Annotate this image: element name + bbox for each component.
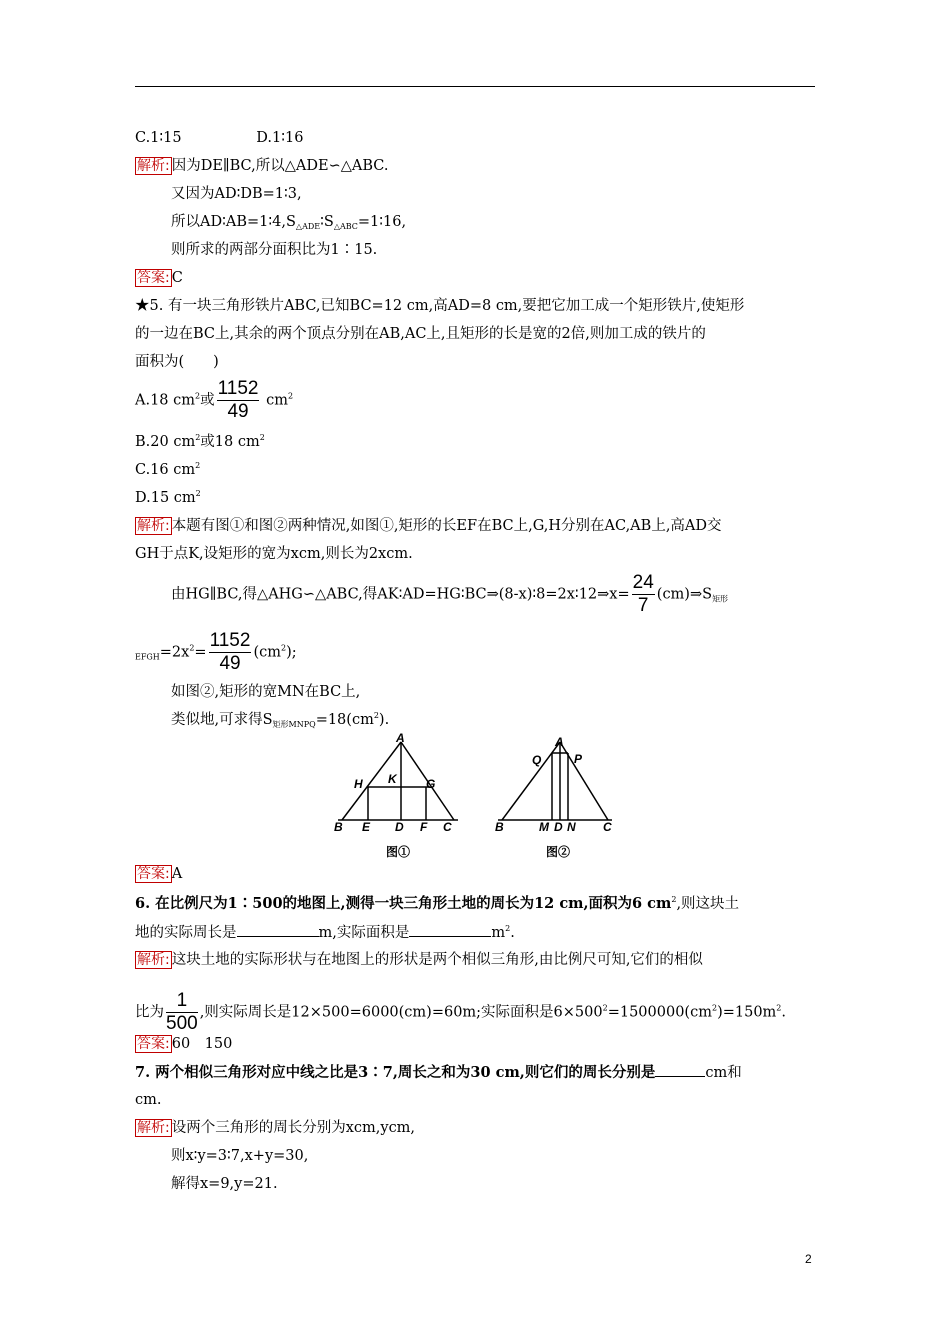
fig1-caption: 图① (386, 845, 411, 859)
fig2-label-p: P (574, 752, 583, 766)
q6-stem-line-2: 地的实际周长是 m,实际面积是 $m^2$. (135, 924, 515, 941)
q5-solution-line-1: 解析: 本题有图①和图②两种情况,如图①,矩形的长EF在BC上,G,H分别在AC,AB上,高AD交 (137, 518, 722, 534)
fig1-label-k: K (388, 772, 397, 786)
q4-answer-line: 答案: C (137, 270, 183, 286)
fig2-label-q: Q (532, 753, 542, 767)
q4-solution-line-3: 所以$AD∶AB=1∶4,S_{\triangle ADE}∶S_{\triangle ABC}=1∶16$, (171, 214, 407, 231)
solution-label: 解析: (137, 158, 170, 174)
q5-solution-line-4: $_{EFGH}=2x^2=$ $\frac{1152}{49}$ $(cm^2)$; (135, 630, 297, 674)
fill-blank (655, 1062, 705, 1077)
page-number: 2 (805, 1252, 812, 1266)
answer-label: 答案: (137, 1036, 170, 1052)
q5-stem-line-1: ★5. 有一块三角形铁片ABC,已知BC=12 cm,高AD=8 cm,要把它加工成一个矩形铁片,使矩形 (135, 298, 745, 314)
fig1-label-e: E (362, 820, 371, 834)
q5-stem-line-3: 面积为( ) (135, 354, 219, 370)
solution-label: 解析: (137, 1120, 170, 1136)
fig1-label-d: D (395, 820, 404, 834)
fig1-label-b: B (334, 820, 343, 834)
answer-label: 答案: (137, 866, 170, 882)
q4-solution-line-1: 解析: 因为DE∥BC,所以△ADE∽△ABC. (137, 158, 389, 174)
fraction: $\frac{1152}{49}$ (209, 630, 251, 674)
q5-option-b: B.20 $cm^2$或18 $cm^2$ (135, 433, 265, 450)
fig2-label-c: C (603, 820, 612, 834)
q7-solution-line-1: 解析: 设两个三角形的周长分别为xcm,ycm, (137, 1120, 416, 1136)
fraction: $\frac{1152}{49}$ (217, 378, 259, 422)
q7-solution-line-2: 则x∶y=3∶7,x+y=30, (171, 1148, 309, 1164)
fig2-caption: 图② (546, 845, 571, 859)
answer-label: 答案: (137, 270, 170, 286)
fig1-label-c: C (443, 820, 452, 834)
fig1-label-h: H (354, 777, 363, 791)
fig2-label-b: B (495, 820, 504, 834)
q7-stem-line-2: cm. (135, 1092, 162, 1108)
fig2-label-a: A (555, 735, 564, 749)
q7-stem-line-1: 7. 两个相似三角形对应中线之比是3∶7,周长之和为30 cm,则它们的周长分别是 cm和 (135, 1064, 742, 1081)
fill-blank (237, 922, 319, 937)
fig2-label-m: M (539, 820, 549, 834)
fig1-label-f: F (420, 820, 428, 834)
q4-solution-line-4: 则所求的两部分面积比为1∶15. (171, 242, 378, 258)
fig2-label-n: N (567, 820, 576, 834)
fill-blank (409, 922, 491, 937)
q5-solution-line-2: GH于点K,设矩形的宽为xcm,则长为2xcm. (135, 546, 413, 562)
q5-option-d: D.15 $cm^2$ (135, 489, 201, 506)
fig1-label-g: G (426, 777, 436, 791)
q4-option-c-line (135, 128, 303, 148)
q5-solution-line-5: 如图②,矩形的宽MN在BC上, (171, 684, 361, 700)
q6-stem-line-1: 6. 在比例尺为1∶500的地图上,测得一块三角形土地的周长为12 cm,面积为6 $cm^2$,则这块土 (135, 895, 740, 912)
fig2-label-d: D (554, 820, 563, 834)
q5-option-c: C.16 $cm^2$ (135, 461, 201, 478)
q6-solution-line-2: 比为 $\frac{1}{500}$ ,则实际周长是12×500=6000(cm)=60m;实际面积是$6\times 500^2=1500000(cm^2)=150m^2$. (135, 990, 786, 1034)
q5-option-a: A.18 $cm^2$或 $\frac{1152}{49}$ $cm^2$ (135, 378, 294, 422)
figure-2-diagram (492, 730, 622, 864)
header-rule (135, 86, 815, 87)
q5-answer-line: 答案: A (137, 866, 183, 882)
option-c: C.1∶15 (135, 130, 182, 146)
q6-solution-line-1: 解析: 这块土地的实际形状与在地图上的形状是两个相似三角形,由比例尺可知,它们的相似 (137, 952, 703, 968)
solution-label: 解析: (137, 952, 170, 968)
q7-solution-line-3: 解得x=9,y=21. (171, 1176, 278, 1192)
solution-label: 解析: (137, 518, 170, 534)
fraction: $\frac{1}{500}$ (166, 990, 198, 1034)
figure-1-diagram (330, 730, 470, 864)
q4-solution-line-2: 又因为AD∶DB=1∶3, (171, 186, 302, 202)
q5-solution-line-3: 由HG∥BC,得△AHG∽△ABC,得AK∶AD=HG∶BC⇒(8-x)∶8=2x∶12⇒x= $\frac{24}{7}$ $(cm)\Rightarrow S_{矩形}$ (171, 572, 729, 616)
q5-solution-line-6: 类似地,可求得$S_{矩形MNPQ}=18(cm^2)$. (171, 711, 390, 729)
option-d: D.1∶16 (256, 130, 304, 146)
fig1-label-a: A (396, 731, 405, 745)
q6-answer-line: 答案: 60 150 (137, 1036, 233, 1052)
q5-stem-line-2: 的一边在BC上,其余的两个顶点分别在AB,AC上,且矩形的长是宽的2倍,则加工成的铁片的 (135, 326, 706, 342)
fraction: $\frac{24}{7}$ (632, 572, 654, 616)
